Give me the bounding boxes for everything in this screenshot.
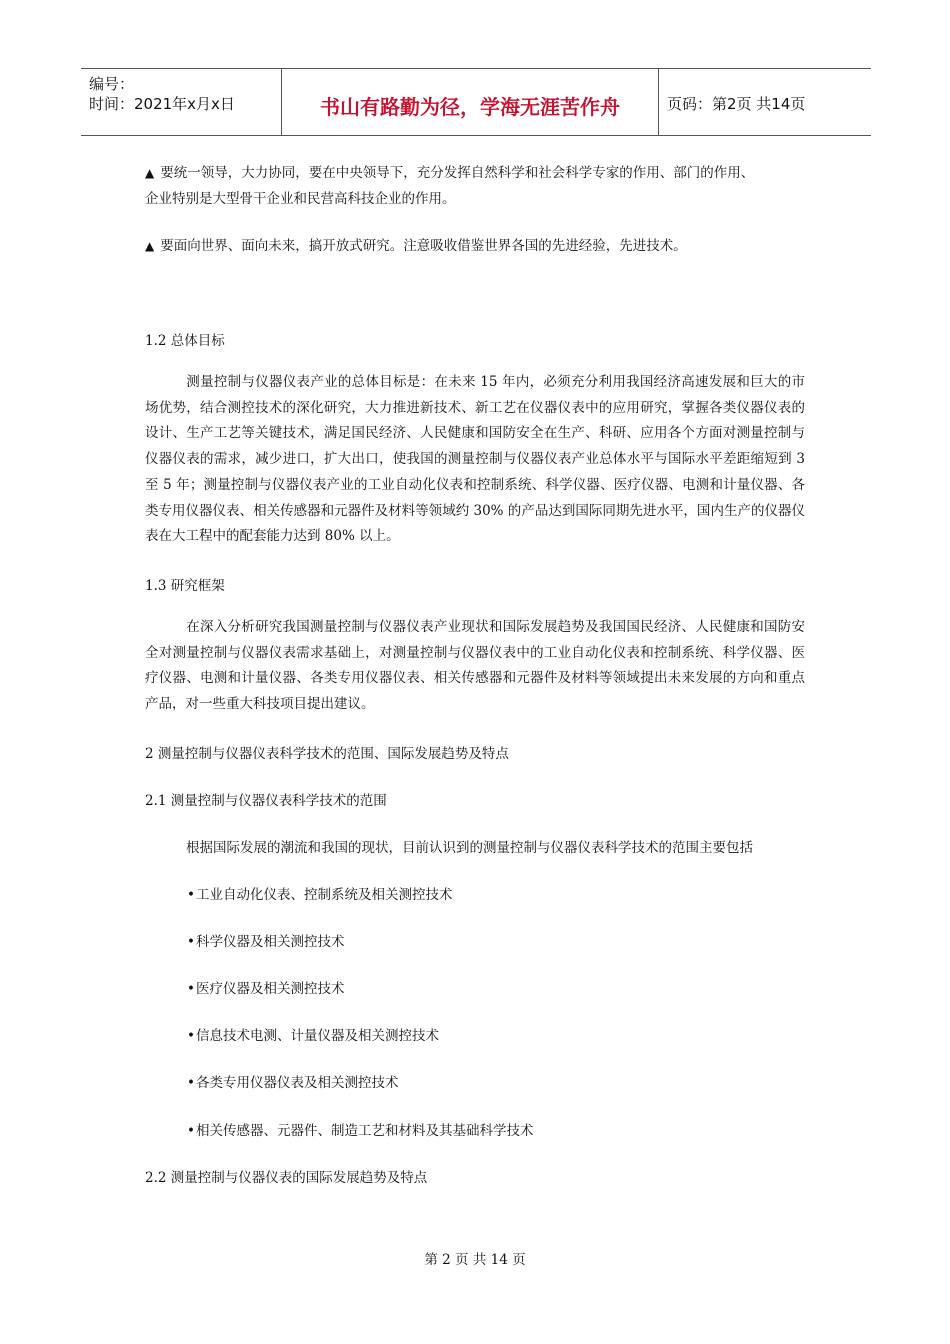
triangle-bullet-icon: ▲: [145, 166, 155, 180]
paragraph-text: 在深入分析研究我国测量控制与仪器仪表产业现状和国际发展趋势及我国国民经济、人民健康和国防安全对测量控制与仪器仪表需求基础上，对测量控制与仪器仪表中的工业自动化仪表和控制系统、科学仪器、医疗仪器、电测和计量仪器、各类专用仪器仪表、相关传感器和元器件及材料等领域提出未来发展的方向和重点产品，对一些重大科技项目提出建议。: [145, 619, 805, 713]
bullet-text: 要统一领导，大力协同，要在中央领导下，充分发挥自然科学和社会科学专家的作用、部门的作用、: [160, 165, 755, 181]
paragraph-text: 测量控制与仪器仪表产业的总体目标是：在未来 15 年内，必须充分利用我国经济高速发展和巨大的市场优势，结合测控技术的深化研究，大力推进新技术、新工艺在仪器仪表中的应用研究，掌握各类仪器仪表的设计、生产工艺等关键技术，满足国民经济、人民健康和国防安全在生产、科研、应用各个方面对测量控制与仪器仪表的需求，减少进口，扩大出口，使我国的测量控制与仪器仪表产业总体水平与国际水平差距缩短到 3 至 5 年；测量控制与仪器仪表产业的工业自动化仪表和控制系统、科学仪器、医疗仪器、电测和计量仪器、各类专用仪器仪表、相关传感器和元器件及材料等领域约 30% 的产品达到国际同期先进水平，国内生产的仪器仪表在大工程中的配套能力达到 80% 以上。: [145, 374, 805, 545]
header-page-cell: [659, 69, 871, 135]
list-item-text: 工业自动化仪表、控制系统及相关测控技术: [196, 887, 453, 903]
code-label: 编号：: [89, 75, 135, 93]
list-item-text: 科学仪器及相关测控技术: [196, 934, 345, 950]
date-label: 时间：2021年x月x日: [89, 95, 235, 113]
dot-bullet-icon: •: [187, 1075, 195, 1091]
section-heading-1-3: 1.3 研究框架: [145, 578, 225, 594]
bullet-item-1-line-2: 企业特别是大型骨干企业和民营高科技企业的作用。: [145, 191, 456, 207]
list-item: [186, 1071, 399, 1091]
list-item-text: 各类专用仪器仪表及相关测控技术: [196, 1075, 399, 1091]
list-item: [186, 977, 345, 997]
list-item: [186, 1119, 534, 1139]
bullet-text: 要面向世界、面向未来，搞开放式研究。注意吸收借鉴世界各国的先进经验，先进技术。: [160, 238, 687, 254]
dot-bullet-icon: •: [187, 887, 195, 903]
list-item: [186, 1024, 439, 1044]
section-heading-1-2: 1.2 总体目标: [145, 333, 225, 349]
page-footer: 第 2 页 共 14 页: [424, 1252, 526, 1268]
triangle-bullet-icon: ▲: [145, 239, 155, 253]
list-item-text: 相关传感器、元器件、制造工艺和材料及其基础科学技术: [196, 1123, 534, 1139]
dot-bullet-icon: •: [187, 1123, 195, 1139]
header-page-label: 页码：第2页 共14页: [667, 95, 806, 113]
section-heading-2-1: 2.1 测量控制与仪器仪表科学技术的范围: [145, 793, 387, 809]
list-item-text: 信息技术电测、计量仪器及相关测控技术: [196, 1028, 439, 1044]
section-heading-2: 2 测量控制与仪器仪表科学技术的范围、国际发展趋势及特点: [145, 746, 509, 762]
list-item: [186, 883, 453, 903]
dot-bullet-icon: •: [187, 1028, 195, 1044]
dot-bullet-icon: •: [187, 981, 195, 997]
bullet-item-2: [145, 234, 687, 254]
section-heading-2-2: 2.2 测量控制与仪器仪表的国际发展趋势及特点: [145, 1170, 428, 1186]
list-item-text: 医疗仪器及相关测控技术: [196, 981, 345, 997]
paragraph-1-3: [145, 615, 805, 718]
paragraph-2-1: 根据国际发展的潮流和我国的现状，目前认识到的测量控制与仪器仪表科学技术的范围主要包括: [186, 840, 753, 856]
dot-bullet-icon: •: [187, 934, 195, 950]
paragraph-1-2: [145, 370, 805, 550]
page-header: [81, 68, 871, 136]
header-motto: 书山有路勤为径，学海无涯苦作舟: [320, 95, 620, 119]
bullet-item-1-line-1: [145, 161, 754, 181]
list-item: [186, 930, 345, 950]
header-meta: [81, 69, 281, 135]
header-motto-cell: [281, 69, 659, 135]
